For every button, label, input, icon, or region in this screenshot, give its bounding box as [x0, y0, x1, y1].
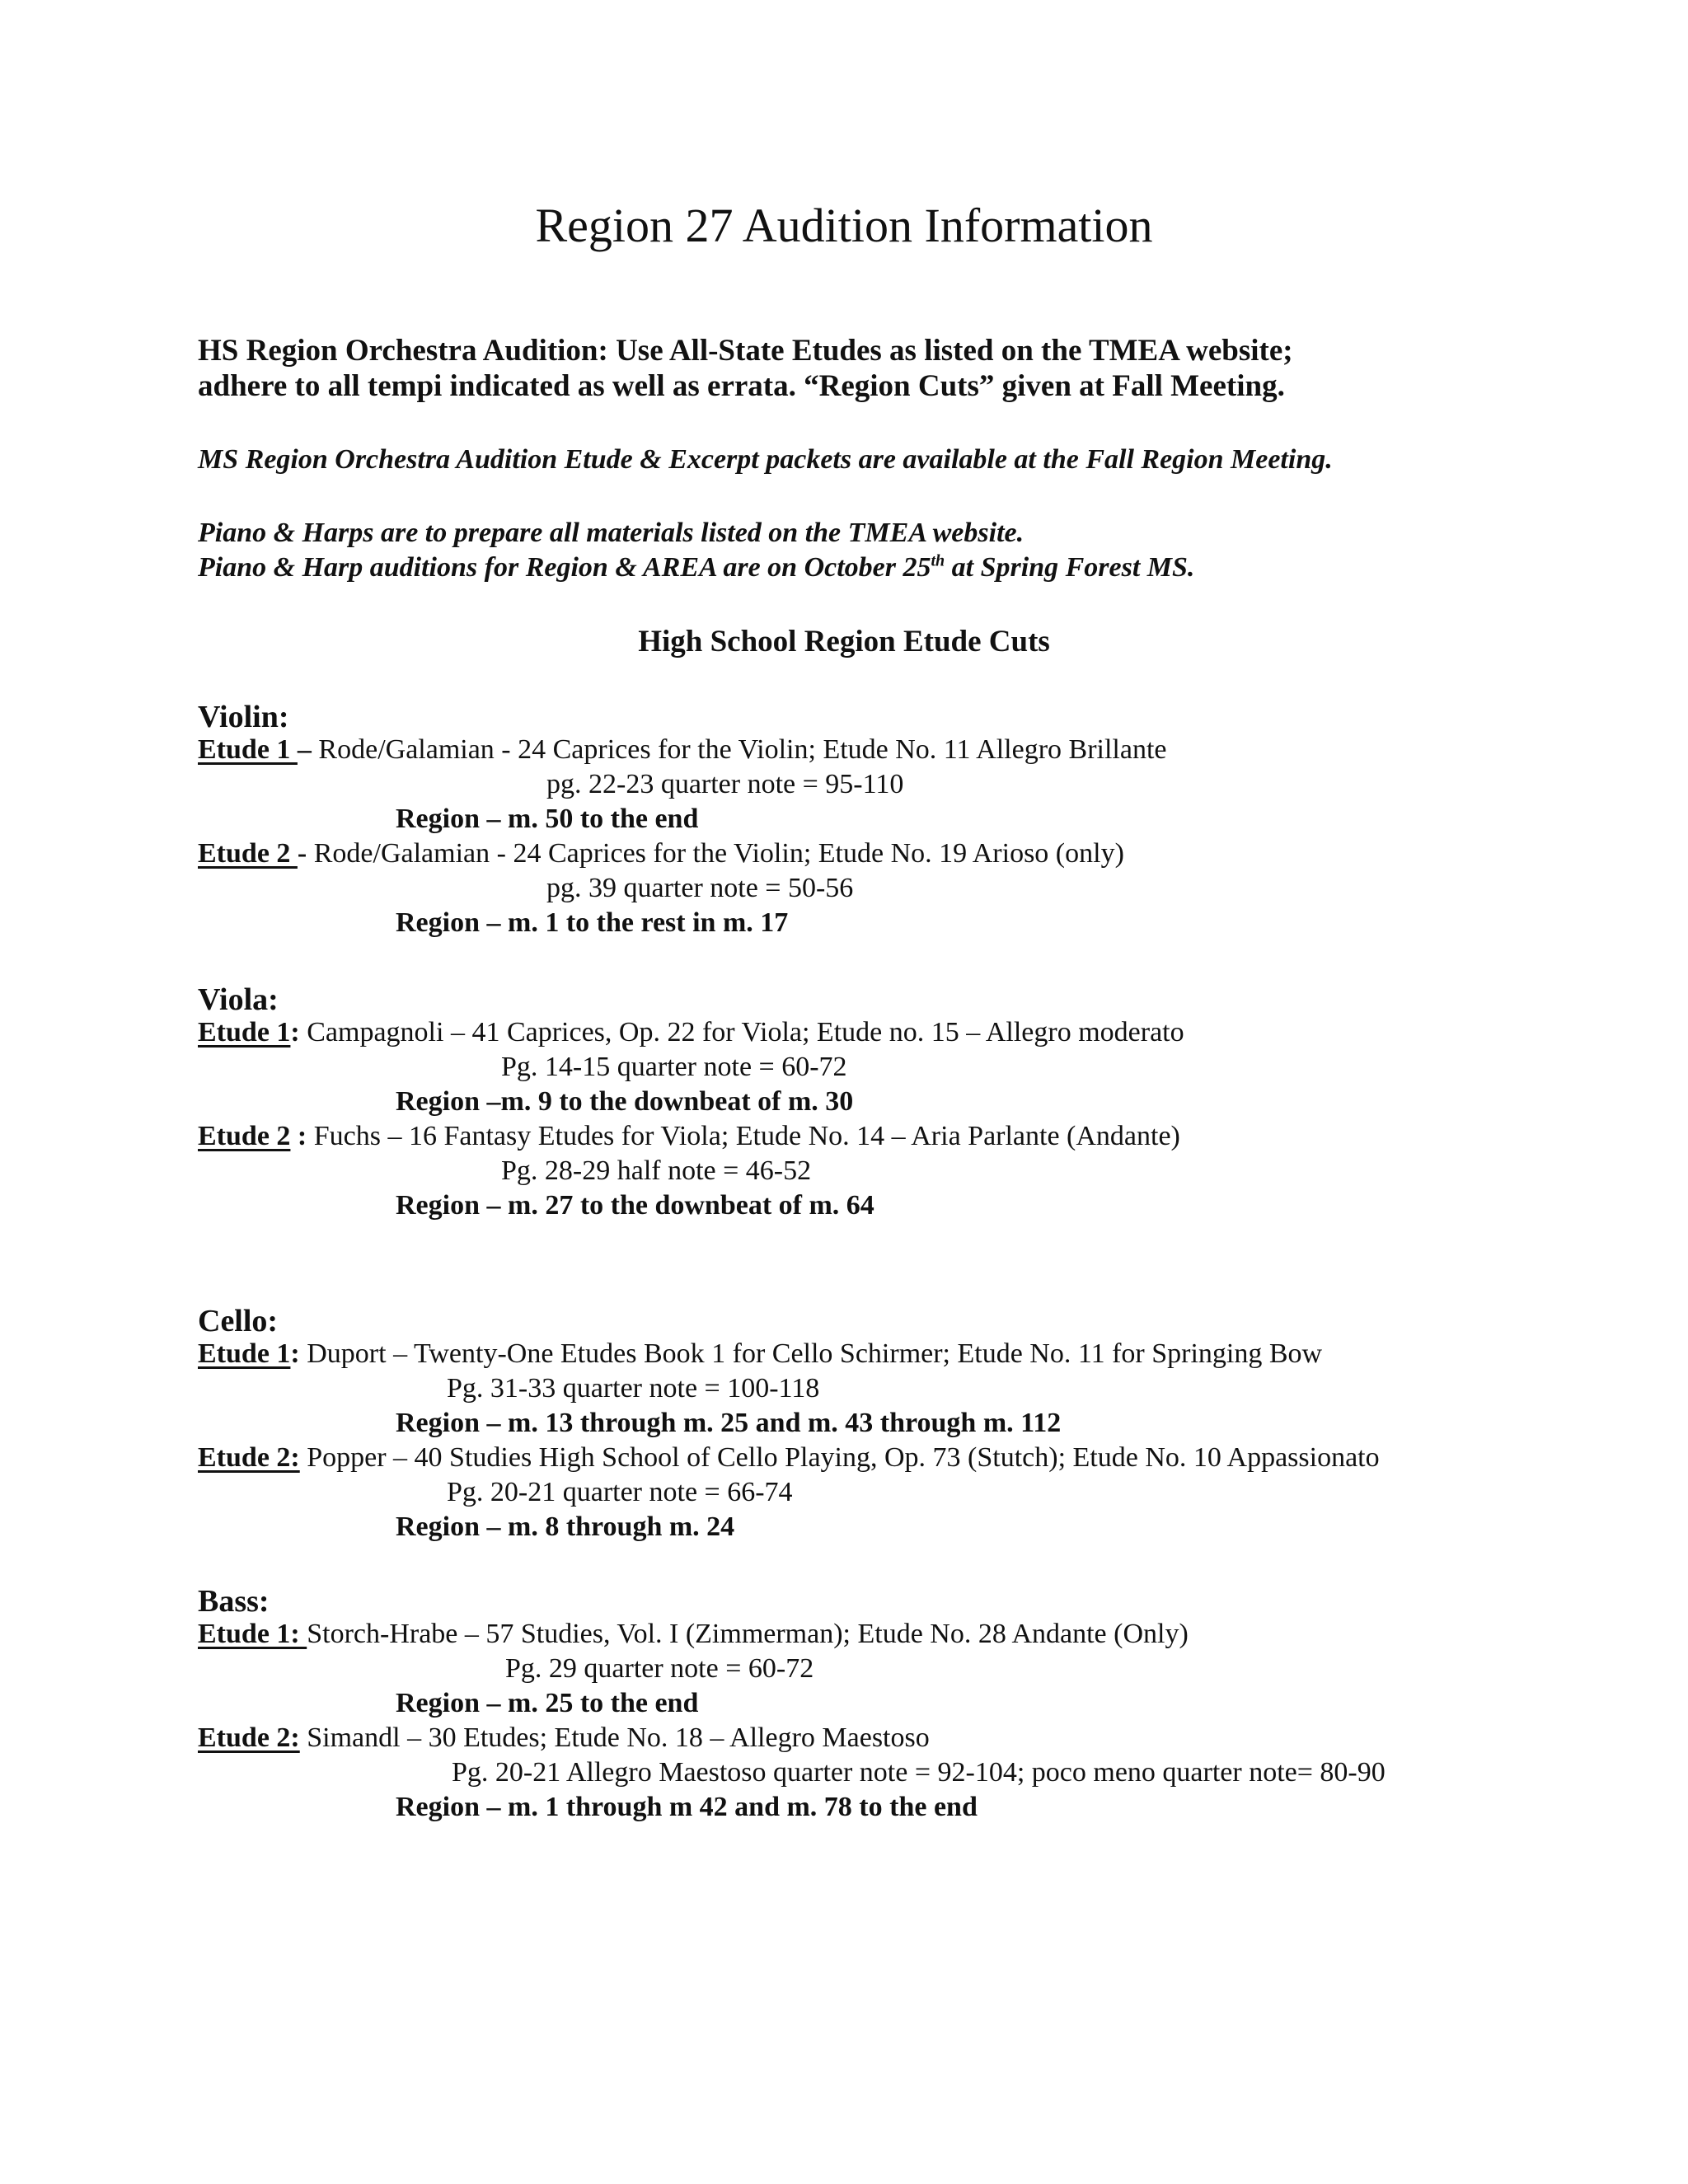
section-heading-violin: Violin: — [198, 700, 289, 734]
hs-notice-line-2: adhere to all tempi indicated as well as errata. “Region Cuts” given at Fall Meeting. — [198, 369, 1285, 403]
etude-label: Etude 2 — [198, 1121, 291, 1151]
etude-label: Etude 1 — [198, 734, 298, 765]
etude-description: Simandl – 30 Etudes; Etude No. 18 – Allegro Maestoso — [299, 1722, 930, 1753]
ms-notice: MS Region Orchestra Audition Etude & Excerpt packets are available at the Fall Region Meeting. — [198, 444, 1333, 475]
cello-etude-2 — [198, 1444, 1380, 1472]
etude-description: Rode/Galamian - 24 Caprices for the Violin; Etude No. 19 Arioso (only) — [307, 838, 1124, 869]
viola-etude-1 — [198, 1019, 1184, 1047]
etude-separator: : — [290, 1338, 300, 1369]
cello-etude-1-detail: Pg. 31-33 quarter note = 100-118 — [447, 1373, 820, 1404]
violin-etude-1-detail: pg. 22-23 quarter note = 95-110 — [546, 769, 904, 799]
etude-separator: : — [290, 1017, 300, 1047]
viola-etude-2-detail: Pg. 28-29 half note = 46-52 — [501, 1155, 812, 1186]
piano-notice-text-end: at Spring Forest MS. — [945, 552, 1195, 583]
piano-notice-superscript: th — [931, 551, 945, 570]
page-title: Region 27 Audition Information — [535, 199, 1153, 252]
etude-description: Popper – 40 Studies High School of Cello Playing, Op. 73 (Stutch); Etude No. 10 Appassionato — [299, 1442, 1380, 1473]
violin-etude-1 — [198, 736, 1167, 764]
cello-etude-2-region: Region – m. 8 through m. 24 — [396, 1511, 735, 1542]
cuts-heading: High School Region Etude Cuts — [638, 625, 1050, 658]
bass-etude-2-detail: Pg. 20-21 Allegro Maestoso quarter note = 92-104; poco meno quarter note= 80-90 — [452, 1757, 1386, 1788]
viola-etude-2-region: Region – m. 27 to the downbeat of m. 64 — [396, 1190, 874, 1221]
etude-description: Campagnoli – 41 Caprices, Op. 22 for Viola; Etude no. 15 – Allegro moderato — [299, 1017, 1184, 1047]
bass-etude-1-detail: Pg. 29 quarter note = 60-72 — [505, 1653, 814, 1684]
etude-label: Etude 1 — [198, 1017, 291, 1047]
etude-description: Fuchs – 16 Fantasy Etudes for Viola; Etude No. 14 – Aria Parlante (Andante) — [307, 1121, 1180, 1151]
section-heading-viola: Viola: — [198, 982, 279, 1017]
violin-etude-2-detail: pg. 39 quarter note = 50-56 — [546, 873, 854, 903]
bass-etude-2-region: Region – m. 1 through m 42 and m. 78 to the end — [396, 1792, 978, 1822]
cello-etude-1 — [198, 1340, 1322, 1368]
bass-etude-1-region: Region – m. 25 to the end — [396, 1688, 699, 1718]
section-heading-bass: Bass: — [198, 1584, 270, 1619]
viola-etude-1-detail: Pg. 14-15 quarter note = 60-72 — [501, 1052, 847, 1082]
section-heading-cello: Cello: — [198, 1304, 279, 1338]
etude-description: Duport – Twenty-One Etudes Book 1 for Cello Schirmer; Etude No. 11 for Springing Bow — [299, 1338, 1323, 1369]
etude-description: Storch-Hrabe – 57 Studies, Vol. I (Zimmerman); Etude No. 28 Andante (Only) — [307, 1619, 1189, 1649]
violin-etude-1-region: Region – m. 50 to the end — [396, 804, 699, 834]
violin-etude-2 — [198, 840, 1124, 868]
etude-label: Etude 2: — [198, 1442, 300, 1473]
viola-etude-1-region: Region –m. 9 to the downbeat of m. 30 — [396, 1086, 854, 1117]
etude-label: Etude 2: — [198, 1722, 300, 1753]
violin-etude-2-region: Region – m. 1 to the rest in m. 17 — [396, 907, 789, 938]
etude-separator: : — [290, 1121, 307, 1151]
piano-notice-text: Piano & Harp auditions for Region & AREA are on October 25 — [198, 552, 931, 583]
cello-etude-2-detail: Pg. 20-21 quarter note = 66-74 — [447, 1477, 793, 1507]
etude-separator: – — [297, 734, 312, 765]
bass-etude-2 — [198, 1724, 930, 1752]
bass-etude-1 — [198, 1620, 1189, 1648]
etude-label: Etude 2 — [198, 838, 298, 869]
viola-etude-2 — [198, 1122, 1180, 1151]
etude-separator: - — [297, 838, 307, 869]
etude-label: Etude 1: — [198, 1619, 307, 1649]
etude-label: Etude 1 — [198, 1338, 291, 1369]
piano-notice-line-1: Piano & Harps are to prepare all materials listed on the TMEA website. — [198, 518, 1025, 548]
etude-description: Rode/Galamian - 24 Caprices for the Violin; Etude No. 11 Allegro Brillante — [311, 734, 1167, 765]
piano-notice-line-2 — [198, 551, 1195, 583]
cello-etude-1-region: Region – m. 13 through m. 25 and m. 43 through m. 112 — [396, 1408, 1062, 1438]
hs-notice-line-1: HS Region Orchestra Audition: Use All-State Etudes as listed on the TMEA website; — [198, 334, 1293, 368]
